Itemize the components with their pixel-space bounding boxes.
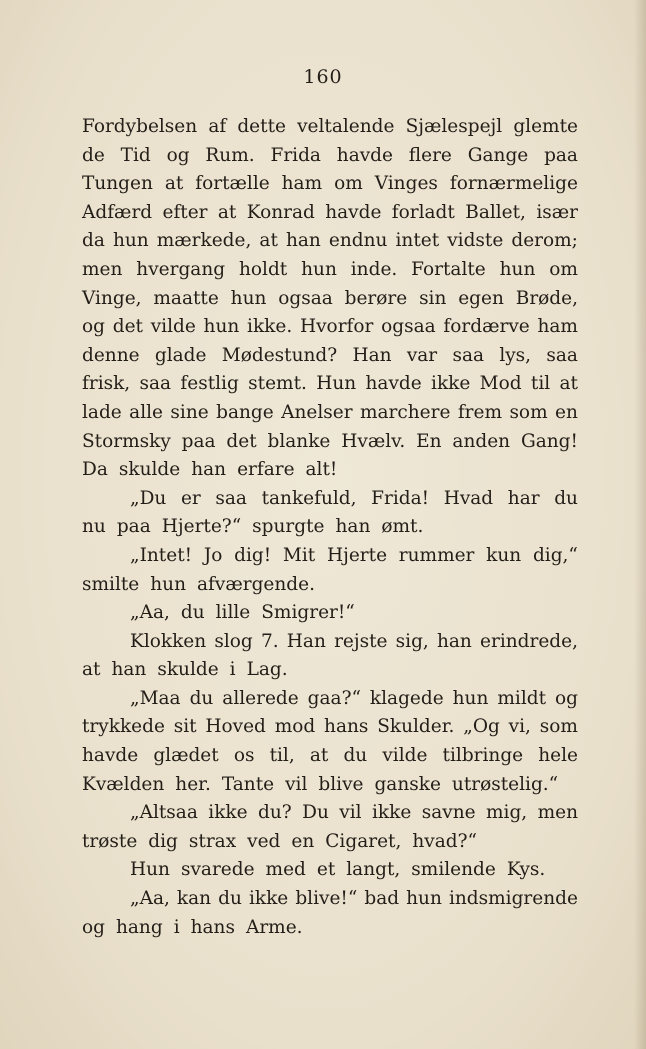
word: frem — [457, 401, 503, 423]
word: Vinge, — [82, 287, 142, 309]
word: sit — [173, 716, 197, 738]
word: at — [217, 201, 237, 223]
word: ogsaa — [278, 287, 333, 309]
word: hun — [112, 230, 149, 252]
word: dig! — [234, 544, 272, 566]
text-line — [82, 142, 578, 171]
word: Du — [302, 802, 329, 824]
word: ham — [537, 316, 578, 338]
word: mærkede, — [156, 230, 252, 252]
word: Hjerte — [326, 544, 388, 566]
word: med — [265, 859, 306, 881]
word: „Maa — [130, 687, 181, 709]
word: „Aa, — [130, 602, 170, 624]
text-line — [82, 628, 578, 657]
word: festlig — [180, 373, 239, 395]
word: alt! — [305, 459, 338, 481]
word: nu — [82, 516, 106, 538]
word: det — [226, 430, 257, 452]
text-line — [82, 313, 578, 342]
word: var — [406, 344, 438, 366]
text-line — [82, 113, 578, 142]
word: du — [343, 745, 368, 767]
word: lys, — [499, 344, 532, 366]
word: havde — [365, 373, 422, 395]
word: ham — [281, 173, 323, 195]
word: frisk, — [82, 373, 131, 395]
word: vilde — [382, 745, 428, 767]
text-line — [82, 713, 578, 742]
word: mig, — [485, 802, 528, 824]
word: „Og — [463, 716, 500, 738]
word: inde. — [350, 258, 398, 280]
word: de — [82, 144, 105, 166]
word: En — [416, 430, 442, 452]
word: strax — [188, 830, 237, 852]
word: han — [285, 230, 321, 252]
word: som — [539, 716, 578, 738]
word: ikke. — [247, 316, 293, 338]
word: Skulder. — [377, 716, 455, 738]
text-line — [82, 914, 578, 943]
word: trykkede — [82, 716, 165, 738]
word: Adfærd — [82, 201, 153, 223]
word: maatte — [153, 287, 219, 309]
word: Cigaret, — [325, 830, 402, 852]
word: dig — [148, 830, 178, 852]
word: en — [291, 830, 315, 852]
word: Kvælden — [82, 773, 165, 795]
text-line — [82, 799, 578, 828]
text-line — [82, 485, 578, 514]
word: efter — [162, 201, 208, 223]
word: mod — [274, 716, 316, 738]
word: hvad?“ — [412, 830, 477, 852]
word: klagede — [369, 687, 444, 709]
word: fordærve — [443, 316, 530, 338]
word: og — [166, 144, 190, 166]
word: glædet — [153, 745, 219, 767]
word: forladt — [391, 201, 455, 223]
word: ved — [247, 830, 281, 852]
word: men — [82, 258, 123, 280]
word: Han — [352, 344, 392, 366]
word: sig, — [395, 630, 429, 652]
word: smilende — [411, 859, 496, 881]
word: tilbringe — [442, 745, 524, 767]
word: os — [233, 745, 255, 767]
text-line — [82, 285, 578, 314]
word: erfare — [237, 459, 295, 481]
text-line — [82, 656, 578, 685]
word: Frida — [270, 144, 321, 166]
word: Mødestund? — [221, 344, 338, 366]
page-number: 160 — [303, 66, 343, 88]
word: utrøstelig.“ — [451, 773, 559, 795]
word: hvergang — [136, 258, 226, 280]
word: skulde — [157, 659, 219, 681]
word: vi, — [508, 716, 531, 738]
text-line — [82, 685, 578, 714]
word: „Altsaa — [130, 802, 198, 824]
word: Konrad — [246, 201, 315, 223]
word: Gange — [467, 144, 529, 166]
word: derom; — [511, 230, 578, 252]
word: at — [82, 659, 101, 681]
word: hele — [538, 745, 578, 767]
word: og — [554, 687, 578, 709]
word: Jo — [203, 544, 223, 566]
word: blive!“ — [295, 888, 358, 910]
word: da — [82, 230, 105, 252]
word: anden — [452, 430, 511, 452]
text-line — [82, 542, 578, 571]
word: Smigrer!“ — [261, 602, 355, 624]
word: hang — [115, 916, 163, 938]
word: glemte — [513, 116, 578, 137]
word: dette — [237, 116, 286, 137]
word: veltalende — [297, 116, 395, 137]
word: allerede — [222, 687, 299, 709]
word: Hvælv. — [341, 430, 406, 452]
word: smilte — [82, 573, 140, 595]
word: Hjerte?“ — [161, 516, 242, 538]
word: „Aa, — [130, 888, 170, 910]
word: 7. — [260, 630, 279, 652]
word: til — [530, 373, 551, 395]
word: at — [309, 745, 329, 767]
word: vidste — [447, 230, 504, 252]
word: Hun — [316, 373, 357, 395]
word: Hvad — [443, 487, 494, 509]
word: „Du — [130, 487, 167, 509]
word: du — [180, 602, 205, 624]
word: gaa?“ — [307, 687, 361, 709]
word: i — [229, 659, 236, 681]
text-line — [82, 428, 578, 457]
word: Arme. — [245, 916, 303, 938]
word: Tungen — [82, 173, 153, 195]
word: Hvorfor — [299, 316, 374, 338]
word: hun — [499, 258, 536, 280]
word: om — [334, 173, 363, 195]
word: og — [82, 916, 105, 938]
word: intet — [395, 230, 440, 252]
word: stemt. — [248, 373, 307, 395]
text-line — [82, 342, 578, 371]
word: Tante — [221, 773, 275, 795]
word: bange — [216, 401, 274, 423]
word: blive — [318, 773, 364, 795]
word: lille — [215, 602, 251, 624]
word: svarede — [180, 859, 255, 881]
word: ikke — [431, 373, 471, 395]
word: Hun — [130, 859, 170, 881]
word: du — [554, 487, 578, 509]
word: du — [218, 888, 242, 910]
word: hun — [452, 687, 489, 709]
word: „Intet! — [130, 544, 193, 566]
word: sine — [170, 401, 209, 423]
word: saa — [546, 344, 578, 366]
word: spurgte — [252, 516, 325, 538]
word: endnu — [328, 230, 388, 252]
word: saa — [215, 487, 247, 509]
word: hun — [406, 888, 442, 910]
word: slog — [214, 630, 253, 652]
word: flere — [408, 144, 452, 166]
word: saa — [452, 344, 485, 366]
word: Rum. — [205, 144, 255, 166]
word: Ballet, — [465, 201, 526, 223]
word: hun — [230, 287, 267, 309]
word: alle — [129, 401, 163, 423]
word: havde — [325, 201, 382, 223]
word: som — [509, 401, 548, 423]
word: paa — [116, 516, 151, 538]
word: Han — [286, 630, 326, 652]
text-line — [82, 742, 578, 771]
word: i — [173, 916, 180, 938]
word: Mit — [282, 544, 316, 566]
word: ganske — [374, 773, 441, 795]
word: Anelser — [281, 401, 353, 423]
word: vil — [285, 773, 308, 795]
word: vilde — [150, 316, 196, 338]
word: om — [549, 258, 578, 280]
text-line — [82, 771, 578, 800]
word: paa — [181, 430, 216, 452]
word: har — [507, 487, 540, 509]
text-line — [82, 256, 578, 285]
text-line — [82, 456, 578, 485]
word: det — [112, 316, 143, 338]
word: rummer — [398, 544, 475, 566]
word: Fordybelsen — [82, 116, 198, 137]
word: berøre — [344, 287, 408, 309]
word: en — [555, 401, 578, 423]
body-text — [82, 113, 578, 942]
word: sin — [419, 287, 447, 309]
word: Gang! — [520, 430, 578, 452]
word: Brøde, — [515, 287, 578, 309]
text-line — [82, 513, 578, 542]
word: lade — [82, 401, 122, 423]
word: dig,“ — [532, 544, 578, 566]
word: egen — [458, 287, 504, 309]
word: hans — [324, 716, 369, 738]
word: ikke — [248, 888, 289, 910]
word: Fortalte — [411, 258, 486, 280]
text-line — [82, 199, 578, 228]
word: han — [191, 459, 227, 481]
text-line — [82, 170, 578, 199]
word: Hoved — [205, 716, 266, 738]
word: bad — [364, 888, 400, 910]
text-line — [82, 399, 578, 428]
word: havde — [336, 144, 393, 166]
word: hans — [190, 916, 235, 938]
word: vil — [339, 802, 362, 824]
word: marchere — [359, 401, 451, 423]
text-line — [82, 571, 578, 600]
word: et — [316, 859, 336, 881]
word: Vinges — [374, 173, 438, 195]
word: og — [82, 316, 105, 338]
text-line — [82, 828, 578, 857]
word: ikke — [208, 802, 248, 824]
word: rejste — [334, 630, 388, 652]
word: langt, — [346, 859, 401, 881]
word: skulde — [118, 459, 181, 481]
word: du? — [258, 802, 292, 824]
word: han — [111, 659, 147, 681]
word: at — [259, 230, 278, 252]
word: at — [164, 173, 184, 195]
word: fornærmelige — [449, 173, 578, 195]
word: Frida! — [371, 487, 430, 509]
word: savne — [421, 802, 476, 824]
word: paa — [544, 144, 578, 166]
word: indsmigrende — [448, 888, 578, 910]
word: Lag. — [246, 659, 288, 681]
word: til, — [269, 745, 295, 767]
word: glade — [154, 344, 207, 366]
word: Tid — [120, 144, 151, 166]
word: hun — [150, 573, 187, 595]
text-line — [82, 599, 578, 628]
word: af — [208, 116, 227, 137]
word: ogsaa — [381, 316, 436, 338]
word: især — [536, 201, 578, 223]
text-line — [82, 370, 578, 399]
word: Sjælespejl — [405, 116, 503, 137]
word: blanke — [267, 430, 331, 452]
word: Da — [82, 459, 108, 481]
word: Kys. — [506, 859, 546, 881]
word: saa — [139, 373, 172, 395]
word: men — [537, 802, 578, 824]
word: han — [436, 630, 472, 652]
word: havde — [82, 745, 139, 767]
text-line — [82, 885, 578, 914]
text-line — [82, 227, 578, 256]
word: du — [189, 687, 214, 709]
word: Mod — [479, 373, 522, 395]
word: ømt. — [381, 516, 424, 538]
word: kun — [486, 544, 522, 566]
word: tankefuld, — [261, 487, 357, 509]
word: her. — [175, 773, 211, 795]
word: ikke — [372, 802, 412, 824]
word: er — [180, 487, 201, 509]
word: Stormsky — [82, 430, 171, 452]
word: Klokken — [130, 630, 207, 652]
word: afværgende. — [197, 573, 315, 595]
word: trøste — [82, 830, 138, 852]
word: at — [559, 373, 578, 395]
word: fortælle — [195, 173, 270, 195]
word: mildt — [497, 687, 547, 709]
word: erindrede, — [480, 630, 578, 652]
word: han — [335, 516, 371, 538]
word: denne — [82, 344, 140, 366]
word: hun — [203, 316, 240, 338]
page-edge-shadow — [634, 0, 646, 1049]
text-line — [82, 856, 578, 885]
word: kan — [176, 888, 212, 910]
word: hun — [301, 258, 337, 280]
word: holdt — [238, 258, 288, 280]
